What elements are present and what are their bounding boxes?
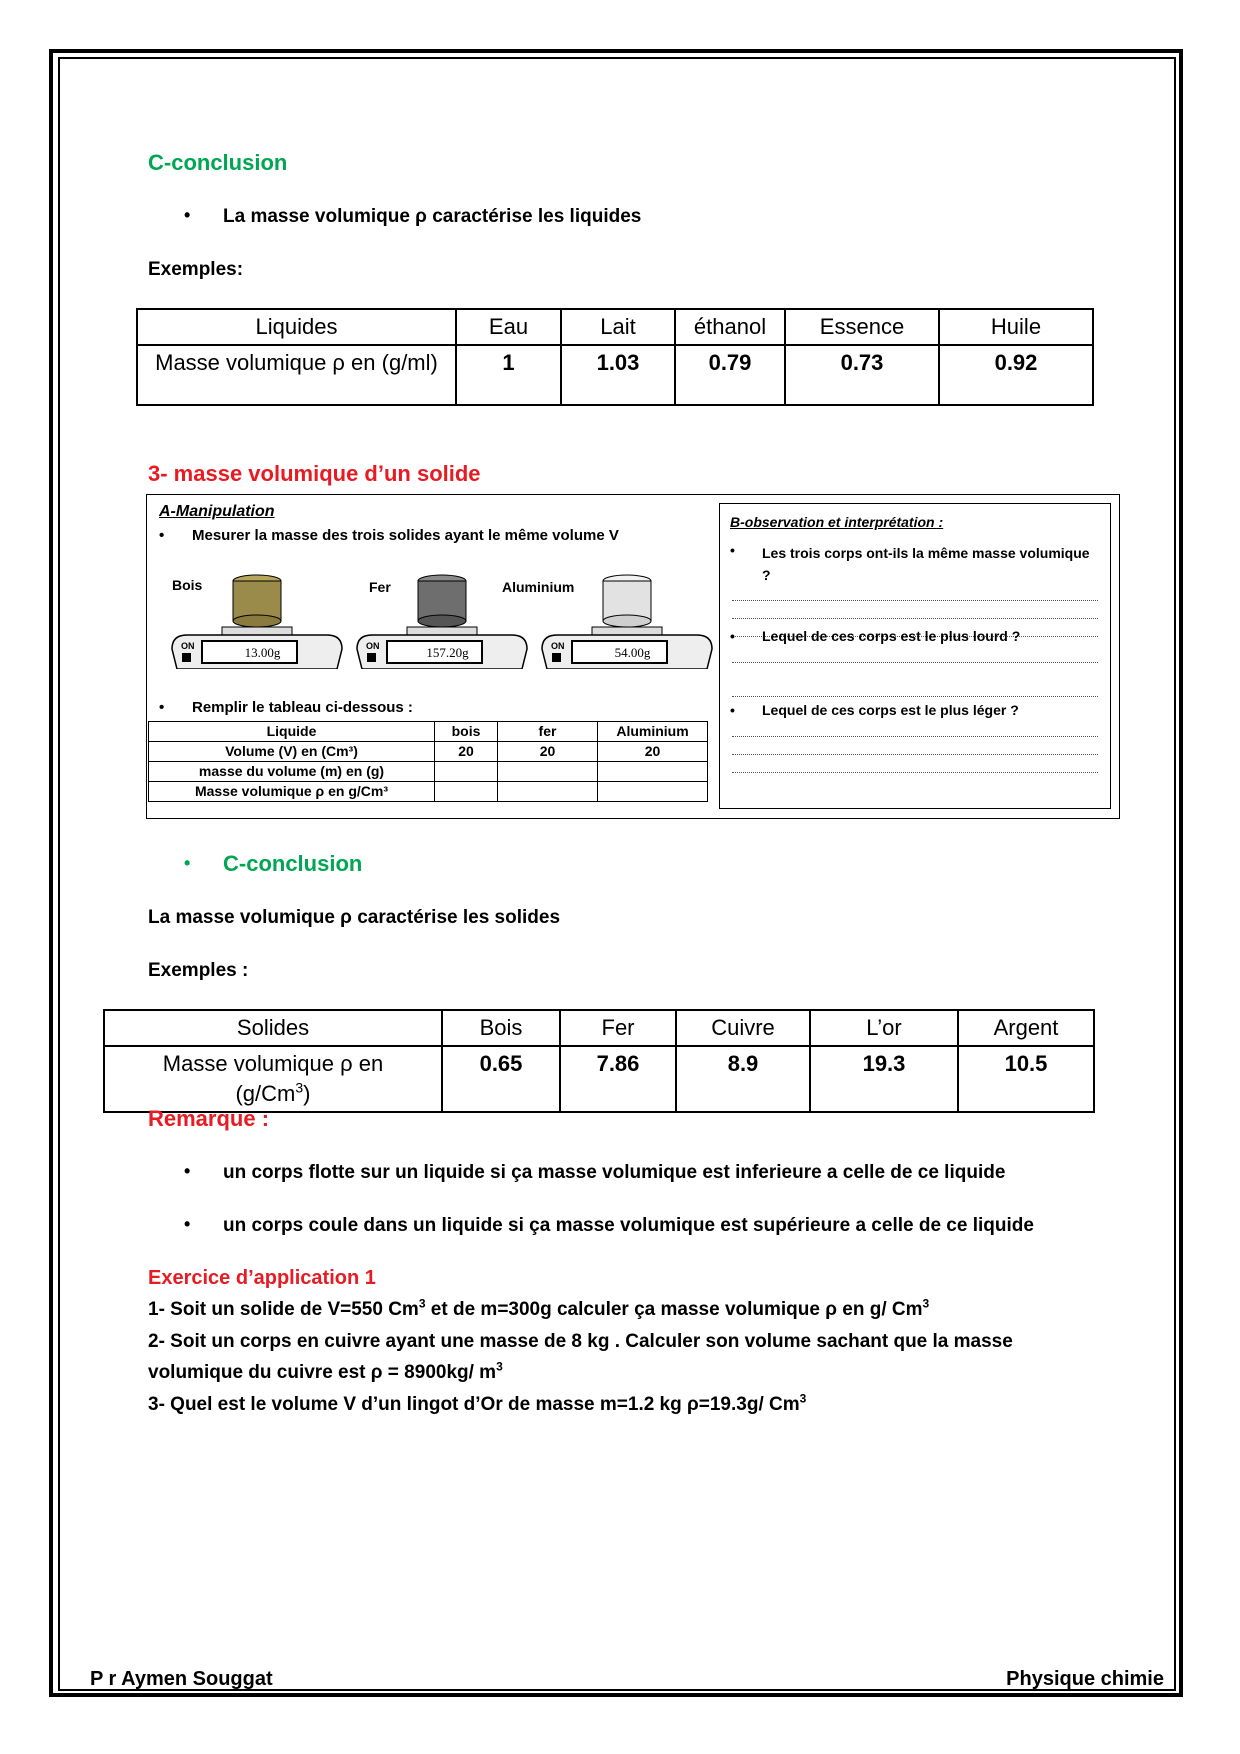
mini-cell (598, 762, 708, 782)
section2-conclusion-text: La masse volumique ρ caractérise les solides (148, 907, 561, 928)
question-2: Lequel de ces corps est le plus lourd ? (762, 628, 1021, 644)
liquids-value-cell: 1.03 (561, 345, 675, 405)
fill-table-instruction: Remplir le tableau ci-dessous : (192, 699, 413, 716)
remarque-heading: Remarque : (148, 1106, 270, 1131)
mini-row-label: Masse volumique ρ en g/Cm³ (149, 782, 435, 802)
mini-header-cell: Aluminium (598, 722, 708, 742)
q1-part-b: et de m=300g calculer ça masse volumique ρ en g/ Cm (425, 1299, 923, 1320)
section1-examples-label: Exemples: (148, 259, 244, 280)
exercise-question-1 (148, 1296, 930, 1321)
section1-bullet-text: La masse volumique ρ caractérise les liquides (223, 206, 642, 227)
measurement-table (148, 721, 708, 802)
bullet-dot: • (730, 702, 735, 718)
superscript: 3 (418, 1296, 426, 1311)
exercise-question-2-line-1: 2- Soit un corps en cuivre ayant une masse de 8 kg . Calculer son volume sachant que la masse (148, 1331, 1013, 1352)
liquids-header-cell: Huile (939, 309, 1093, 345)
solids-row-label-close: ) (303, 1081, 311, 1106)
scale-label-fer: Fer (369, 579, 391, 595)
liquids-value-cell: 0.79 (675, 345, 785, 405)
solids-header-cell: L’or (810, 1010, 958, 1046)
footer-subject: Physique chimie (1006, 1668, 1164, 1690)
mini-cell: 20 (498, 742, 598, 762)
bullet-dot: • (159, 699, 165, 716)
liquids-header-cell: éthanol (675, 309, 785, 345)
observation-panel (719, 503, 1111, 809)
mini-header-cell: bois (435, 722, 498, 742)
power-icon (552, 653, 561, 662)
section2-conclusion-heading: C-conclusion (223, 851, 363, 876)
q2-part-b: volumique du cuivre est ρ = 8900kg/ m (148, 1362, 497, 1383)
scale-reading-aluminium: 54.00g (614, 645, 651, 660)
answer-line (732, 754, 1098, 755)
solids-value-cell: 19.3 (810, 1046, 958, 1112)
mini-cell (435, 762, 498, 782)
power-icon (182, 653, 191, 662)
solids-header-cell: Argent (958, 1010, 1094, 1046)
bullet-dot: • (184, 205, 191, 225)
exercise-heading: Exercice d’application 1 (148, 1267, 376, 1289)
manipulation-figure (146, 494, 1120, 819)
superscript: 3 (799, 1391, 807, 1406)
superscript: 3 (922, 1296, 930, 1311)
mini-cell: 20 (598, 742, 708, 762)
scale-reading-bois: 13.00g (244, 645, 281, 660)
q1-part-a: 1- Soit un solide de V=550 Cm (148, 1299, 419, 1320)
q3-part-a: 3- Quel est le volume V d’un lingot d’Or de masse m=1.2 kg ρ=19.3g/ Cm (148, 1394, 800, 1415)
liquids-header-cell: Lait (561, 309, 675, 345)
section2-examples-label: Exemples : (148, 960, 249, 981)
liquids-table (136, 308, 1094, 406)
mini-cell (498, 782, 598, 802)
bullet-dot: • (184, 1214, 191, 1234)
liquids-header-cell: Essence (785, 309, 939, 345)
bullet-dot: • (159, 527, 165, 544)
footer-author: P r Aymen Souggat (90, 1668, 273, 1690)
solids-value-cell: 0.65 (442, 1046, 560, 1112)
remarque-bullet-2: un corps coule dans un liquide si ça masse volumique est supérieure a celle de ce liquide (223, 1215, 1034, 1236)
solids-row-label-main: Masse volumique ρ en (162, 1051, 384, 1076)
bullet-dot: • (184, 1161, 191, 1181)
liquids-header-cell: Liquides (137, 309, 456, 345)
solids-header-cell: Bois (442, 1010, 560, 1046)
section2-heading: 3- masse volumique d’un solide (148, 461, 481, 486)
liquids-row-label: Masse volumique ρ en (g/ml) (137, 345, 456, 405)
liquids-value-cell: 1 (456, 345, 561, 405)
solids-header-cell: Fer (560, 1010, 676, 1046)
solids-row-label (104, 1046, 442, 1112)
liquids-header-cell: Eau (456, 309, 561, 345)
on-label: ON (366, 641, 380, 651)
observation-title: B-observation et interprétation : (730, 514, 944, 530)
answer-line (732, 772, 1098, 773)
manipulation-title: A-Manipulation (159, 503, 275, 520)
question-3: Lequel de ces corps est le plus léger ? (762, 702, 1019, 718)
question-1: Les trois corps ont-ils la même masse volumique ? (762, 545, 1090, 583)
solids-value-cell: 8.9 (676, 1046, 810, 1112)
on-label: ON (551, 641, 565, 651)
answer-line (732, 618, 1098, 619)
mini-cell (598, 782, 708, 802)
scale-label-aluminium: Aluminium (502, 579, 575, 595)
superscript: 3 (496, 1359, 503, 1374)
section1-heading: C-conclusion (148, 150, 288, 175)
solids-value-cell: 10.5 (958, 1046, 1094, 1112)
power-icon (367, 653, 376, 662)
mini-header-cell: fer (498, 722, 598, 742)
scale-label-bois: Bois (172, 577, 203, 593)
liquids-value-cell: 0.92 (939, 345, 1093, 405)
bullet-dot: • (730, 542, 735, 558)
mini-row-label: Volume (V) en (Cm³) (149, 742, 435, 762)
mini-cell: 20 (435, 742, 498, 762)
remarque-bullet-1: un corps flotte sur un liquide si ça masse volumique est inferieure a celle de ce liquide (223, 1162, 1006, 1183)
liquids-value-cell: 0.73 (785, 345, 939, 405)
manipulation-bullet-text: Mesurer la masse des trois solides ayant le même volume V (192, 527, 619, 544)
answer-line (732, 696, 1098, 697)
scale-reading-fer: 157.20g (426, 645, 469, 660)
on-label: ON (181, 641, 195, 651)
mini-header-cell: Liquide (149, 722, 435, 742)
solids-value-cell: 7.86 (560, 1046, 676, 1112)
answer-line (732, 600, 1098, 601)
bullet-dot: • (730, 628, 735, 644)
solids-row-label-sup: 3 (295, 1079, 304, 1096)
solids-table (103, 1009, 1095, 1113)
solids-header-cell: Cuivre (676, 1010, 810, 1046)
mini-row-label: masse du volume (m) en (g) (149, 762, 435, 782)
solids-row-label-unit: (g/Cm (235, 1081, 296, 1106)
answer-line (732, 662, 1098, 663)
exercise-question-3 (148, 1391, 807, 1416)
solids-header-cell: Solides (104, 1010, 442, 1046)
mini-cell (435, 782, 498, 802)
bullet-dot: • (184, 853, 191, 873)
mini-cell (498, 762, 598, 782)
answer-line (732, 736, 1098, 737)
exercise-question-2-line-2 (148, 1359, 503, 1384)
